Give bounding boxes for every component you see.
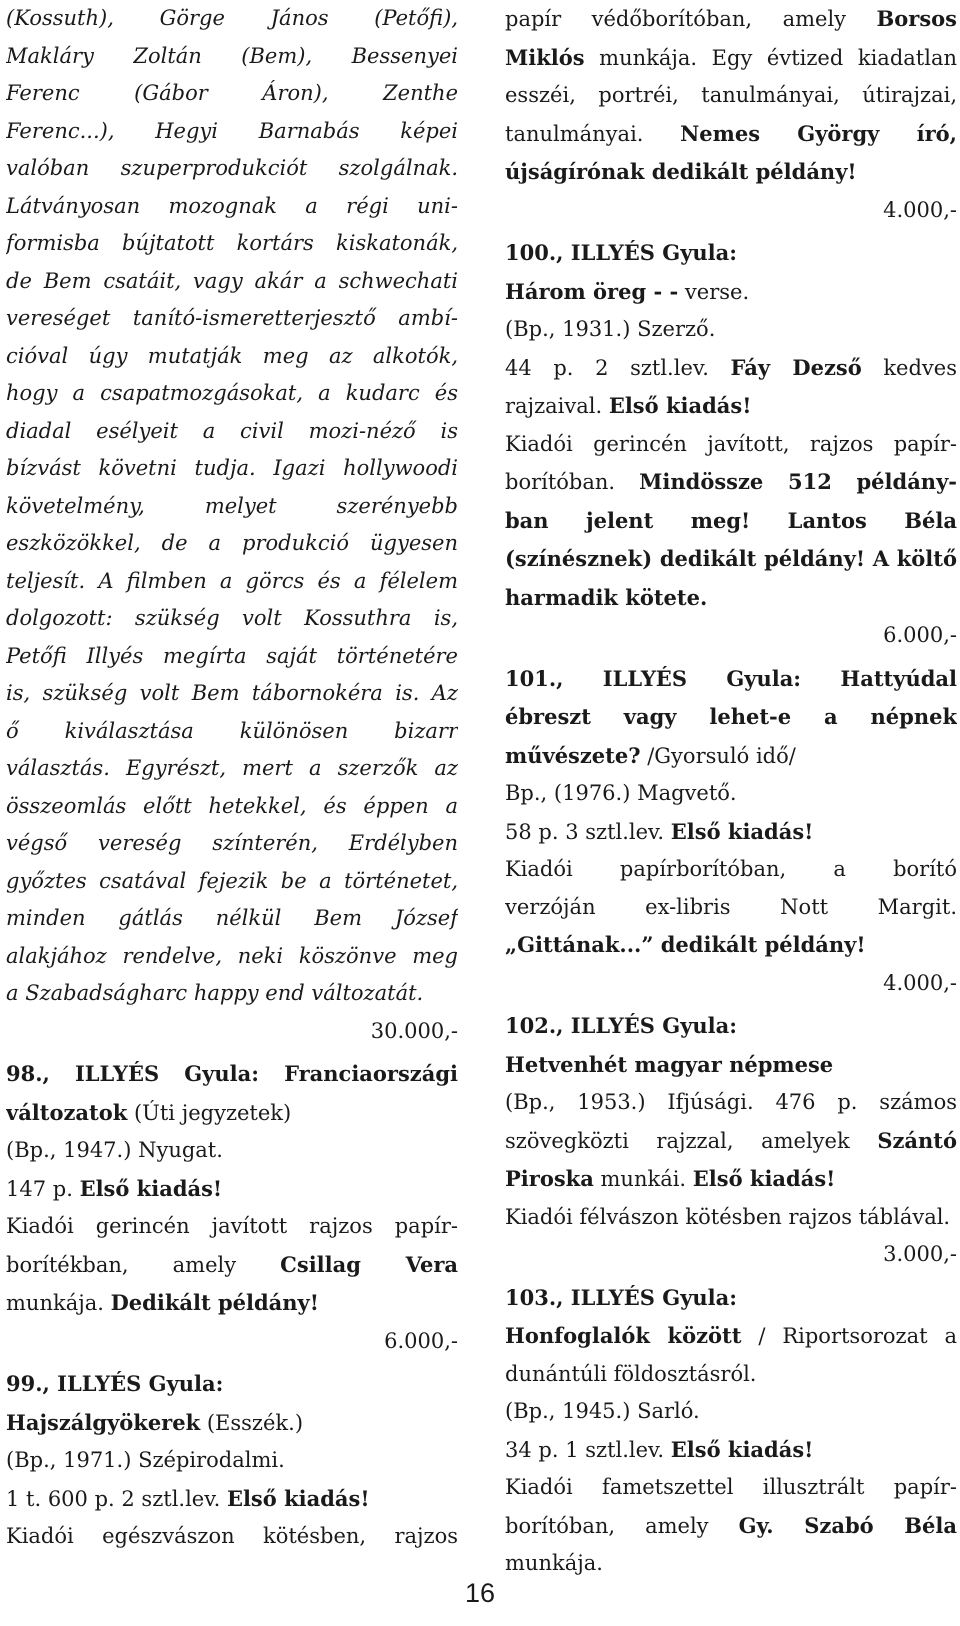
price: 6.000,-: [384, 1328, 458, 1353]
price: 4.000,-: [883, 197, 957, 222]
item-number: 100.: [505, 240, 557, 265]
item-author: , ILLYÉS Gyula:: [556, 1284, 738, 1310]
item-publisher: (Bp., 1945.) Sarló.: [505, 1399, 700, 1423]
item-pages: 58 p. 3 sztl.lev.: [505, 819, 671, 844]
item-description: Kiadói egészvászon kötésben, rajzos: [6, 1524, 458, 1548]
first-edition-note: Első kiadás!: [692, 1166, 836, 1191]
item-pages: 34 p. 1 sztl.lev.: [505, 1437, 671, 1462]
item-title: változatok: [6, 1099, 128, 1125]
dedication-note: Dedikált példány!: [110, 1290, 319, 1315]
item-description: borítóban, amely: [505, 1513, 739, 1538]
item-description: munkái.: [593, 1167, 693, 1191]
intro-line: eszközökkel, de a produkció ügyesen: [6, 531, 458, 555]
intro-line: hogy a csapatmozgásokat, a kudarc és: [6, 381, 458, 405]
item-description: borítóban.: [505, 470, 640, 494]
item-publisher: (Bp., 1953.) Ifjúsági. 476 p. számos: [505, 1090, 957, 1114]
intro-line: győztes csatával fejezik be a történetet,: [6, 868, 458, 893]
item-author: , ILLYÉS Gyula:: [556, 1013, 738, 1038]
item-artist: Borsos: [876, 6, 957, 31]
intro-line: dolgozott: szükség volt Kossuthra is,: [6, 606, 458, 630]
price: 4.000,-: [883, 970, 957, 995]
intro-line: Ferenc...), Hegyi Barnabás képei: [6, 118, 458, 143]
item-description: kedves: [861, 355, 957, 380]
dedication-note: újságírónak dedikált példány!: [505, 159, 857, 184]
intro-line: Petőfi Illyés megírta saját történetére: [6, 643, 458, 668]
item-description: Kiadói félvászon kötésben rajzos táblával.: [505, 1204, 951, 1229]
item-number: 102.: [505, 1013, 557, 1038]
first-edition-note: Első kiadás!: [670, 818, 814, 844]
first-edition-note: Első kiadás!: [670, 1436, 814, 1462]
edition-note: Mindössze 512 példány-: [639, 469, 957, 494]
item-description: munkája.: [6, 1291, 111, 1315]
catalog-item-101: [505, 660, 957, 1003]
intro-line: alakjához rendelve, neki köszönve meg: [6, 943, 458, 968]
intro-line: összeomlás előtt hetekkel, és éppen a: [6, 793, 458, 818]
item-number: 101.: [505, 665, 557, 691]
item-author: , ILLYÉS Gyula:: [556, 240, 738, 265]
item-illustrator: Szántó: [877, 1127, 957, 1153]
item-description: verzóján ex-libris Nott Margit.: [505, 894, 957, 919]
catalog-item-98: [6, 1055, 458, 1360]
catalog-item-99-continued: [505, 0, 957, 229]
dedication-note: Nemes György író,: [680, 120, 957, 146]
item-description: papír védőborítóban, amely: [505, 7, 877, 31]
item-description: Kiadói fametszettel illusztrált papír-: [505, 1475, 957, 1499]
price: 30.000,-: [370, 1018, 458, 1043]
item-author: , ILLYÉS Gyula:: [42, 1061, 285, 1086]
item-description: borítékban, amely: [6, 1252, 281, 1277]
catalog-item-100: [505, 234, 957, 655]
item-publisher: (Bp., 1931.) Szerző.: [505, 317, 716, 341]
catalog-item-103: [505, 1279, 957, 1583]
item-subtitle: (Úti jegyzetek): [127, 1100, 292, 1125]
intro-line: követelmény, melyet szerényebb: [6, 493, 458, 518]
item-title: Hattyúdal: [840, 665, 957, 691]
item-title: ébreszt vagy lehet-e a népnek: [505, 704, 957, 729]
intro-line: (Kossuth), Görge János (Petőfi),: [6, 6, 458, 30]
intro-line: is, szükség volt Bem tábornokéra is. Az: [6, 681, 458, 705]
intro-line: ő kiválasztása különösen bizarr: [6, 718, 458, 743]
edition-note: harmadik kötete.: [505, 584, 708, 610]
intro-line: választás. Egyrészt, mert a szerzők az: [6, 756, 458, 780]
item-publisher: (Bp., 1971.) Szépirodalmi.: [6, 1448, 285, 1472]
intro-line: végső vereség színterén, Erdélyben: [6, 831, 458, 855]
edition-note: ban jelent meg! Lantos Béla: [505, 507, 957, 533]
item-description: tanulmányai.: [505, 121, 681, 146]
intro-line: valóban szuperprodukciót szolgálnak.: [6, 156, 458, 180]
item-pages: 1 t. 600 p. 2 sztl.lev.: [6, 1486, 227, 1511]
item-artist: Csillag Vera: [280, 1251, 458, 1277]
item-description: Kiadói papírborítóban, a borító: [505, 857, 957, 881]
item-number: 103.: [505, 1284, 557, 1310]
item-description: Kiadói gerincén javított, rajzos papír-: [505, 431, 957, 456]
item-description: rajzaival.: [505, 394, 609, 418]
catalog-item-99: [6, 1365, 458, 1556]
item-illustrator: Fáy Dezső: [730, 354, 862, 380]
price: 3.000,-: [883, 1242, 957, 1266]
item-subtitle: dunántúli földosztásról.: [505, 1361, 757, 1386]
intro-line: bízvást követni tudja. Igazi hollywoodi: [6, 456, 458, 480]
item-description: munkája. Egy évtized kiadatlan: [584, 45, 957, 70]
intro-line: Makláry Zoltán (Bem), Bessenyei: [6, 43, 458, 68]
item-author: , ILLYÉS Gyula:: [556, 665, 841, 691]
intro-line: cióval úgy mutatják meg az alkotók,: [6, 343, 458, 368]
item-title: Franciaországi: [284, 1061, 458, 1086]
item-author: , ILLYÉS Gyula:: [42, 1371, 224, 1396]
first-edition-note: Első kiadás!: [608, 393, 752, 418]
item-title: Hetvenhét magyar népmese: [505, 1051, 834, 1077]
intro-line: minden gátlás nélkül Bem József: [6, 906, 458, 930]
item-title: Hajszálgyökerek: [6, 1409, 201, 1435]
price: 6.000,-: [883, 623, 957, 647]
intro-line: vereséget tanító-ismeretterjesztő ambí-: [6, 306, 458, 330]
item-pages: 44 p. 2 sztl.lev.: [505, 355, 731, 380]
intro-line: teljesít. A filmben a görcs és a félelem: [6, 568, 458, 593]
item-publisher: (Bp., 1947.) Nyugat.: [6, 1138, 223, 1162]
item-artist: Miklós: [505, 44, 585, 70]
item-publisher: Bp., (1976.) Magvető.: [505, 781, 737, 805]
page-number: 16: [464, 1578, 496, 1608]
first-edition-note: Első kiadás!: [226, 1485, 370, 1511]
item-subtitle: (Esszék.): [200, 1410, 304, 1435]
first-edition-note: Első kiadás!: [79, 1175, 223, 1201]
item-pages: 147 p.: [6, 1176, 80, 1201]
intro-line: de Bem csatáit, vagy akár a schwechati: [6, 268, 458, 293]
item-series: /Gyorsuló idő/: [640, 743, 796, 768]
item-number: 99.: [6, 1371, 43, 1396]
item-description: szövegközti rajzzal, amelyek: [505, 1128, 878, 1153]
dedication-note: „Gittának...” dedikált példány!: [505, 932, 866, 957]
intro-line: Ferenc (Gábor Áron), Zenthe: [6, 81, 458, 105]
item-description: esszéi, portréi, tanulmányai, útirajzai,: [505, 83, 957, 107]
intro-line: a Szabadságharc happy end változatát.: [6, 981, 424, 1005]
intro-line: diadal esélyeit a civil mozi-néző is: [6, 418, 458, 443]
left-column: [6, 0, 458, 1556]
item-subtitle: / Riportsorozat a: [741, 1324, 957, 1348]
item-title: Három öreg - -: [505, 278, 679, 304]
item-number: 98.: [6, 1061, 43, 1086]
item-title-rest: verse.: [678, 279, 750, 304]
intro-line: formisba bújtatott kortárs kiskatonák,: [6, 231, 458, 255]
item-description: Kiadói gerincén javított rajzos papír-: [6, 1214, 458, 1238]
item-description: munkája.: [505, 1551, 603, 1575]
item-artist: Gy. Szabó Béla: [738, 1512, 957, 1538]
item-illustrator: Piroska: [505, 1166, 594, 1191]
right-column: [505, 0, 957, 1583]
item-title: művészete?: [505, 742, 641, 768]
intro-paragraph: [6, 0, 458, 1050]
catalog-item-102: [505, 1007, 957, 1274]
intro-line: Látványosan mozognak a régi uni-: [6, 193, 458, 218]
item-title: Honfoglalók között: [505, 1323, 742, 1348]
dedication-note: (színésznek) dedikált példány! A költő: [505, 546, 957, 571]
